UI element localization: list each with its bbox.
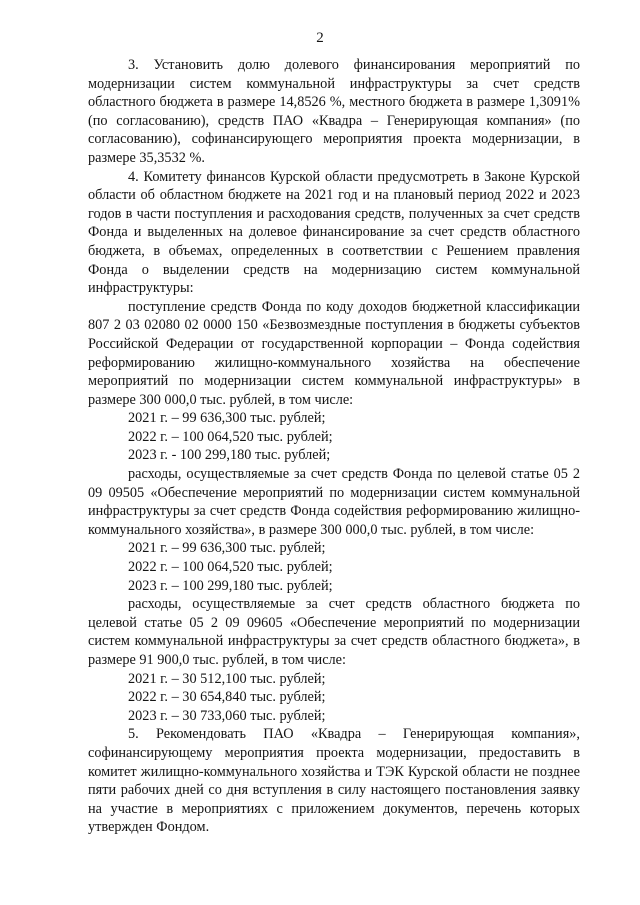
paragraph-5: 5. Рекомендовать ПАО «Квадра – Генерирующая компания», софинансирующему мероприятия проекта модернизации, предоставить в комитет жилищно-коммунального хозяйства и ТЭК Курской области не позднее пяти рабочих дней со дня вступления в силу настоящего постановления заявку на участие в мероприятиях с приложением документов, перечень которых утвержден Фондом. [88, 726, 580, 836]
income-2022: 2022 г. – 100 064,520 тыс. рублей; [128, 428, 333, 445]
regional-expenses-2023: 2023 г. – 30 733,060 тыс. рублей; [128, 707, 326, 724]
income-2023: 2023 г. - 100 299,180 тыс. рублей; [128, 447, 331, 464]
fund-expenses-paragraph: расходы, осуществляемые за счет средств Фонда по целевой статье 05 2 09 09505 «Обеспечение мероприятий по модернизации систем коммунальной инфраструктуры за счет средств Фонда содействия реформированию жилищно-коммунального хозяйства», в размере 300 000,0 тыс. рублей, в том числе: [88, 466, 580, 538]
paragraph-3: 3. Установить долю долевого финансирования мероприятий по модернизации систем коммунальной инфраструктуры за счет средств областного бюджета в размере 14,8526 %, местного бюджета в размере 1,3091% (по согласованию), средств ПАО «Квадра – Генерирующая компания» (по согласованию), софинансирующего мероприятия проекта модернизации, в размере 35,3532 %. [88, 57, 580, 166]
page-number: 2 [316, 30, 324, 46]
regional-expenses-paragraph: расходы, осуществляемые за счет средств областного бюджета по целевой статье 05 2 09 09605 «Обеспечение мероприятий по модернизации систем коммунальной инфраструктуры за счет средств областного бюджета», в размере 91 900,0 тыс. рублей, в том числе: [88, 596, 580, 668]
fund-expenses-2023: 2023 г. – 100 299,180 тыс. рублей; [128, 577, 333, 594]
document-body [88, 56, 580, 837]
fund-expenses-2021: 2021 г. – 99 636,300 тыс. рублей; [128, 540, 326, 557]
regional-expenses-2022: 2022 г. – 30 654,840 тыс. рублей; [128, 689, 326, 706]
income-paragraph: поступление средств Фонда по коду доходов бюджетной классификации 807 2 03 02080 02 0000 150 «Безвозмездные поступления в бюджеты субъектов Российской Федерации от государственной корпорации – Фонда содействия реформированию жилищно-коммунального хозяйства на обеспечение мероприятий по модернизации систем коммунальной инфраструктуры» в размере 300 000,0 тыс. рублей, в том числе: [88, 298, 580, 408]
regional-expenses-2021: 2021 г. – 30 512,100 тыс. рублей; [128, 670, 326, 687]
income-2021: 2021 г. – 99 636,300 тыс. рублей; [128, 410, 326, 427]
fund-expenses-2022: 2022 г. – 100 064,520 тыс. рублей; [128, 559, 333, 576]
paragraph-4: 4. Комитету финансов Курской области предусмотреть в Законе Курской области об областном бюджете на 2021 год и на плановый период 2022 и 2023 годов в части поступления и расходования средств, полученных за счет средств Фонда и выделенных на долевое финансирование за счет средств областного бюджета, в объемах, определенных в соответствии с Решением правления Фонда о выделении средств на модернизацию систем коммунальной инфраструктуры: [88, 168, 580, 297]
